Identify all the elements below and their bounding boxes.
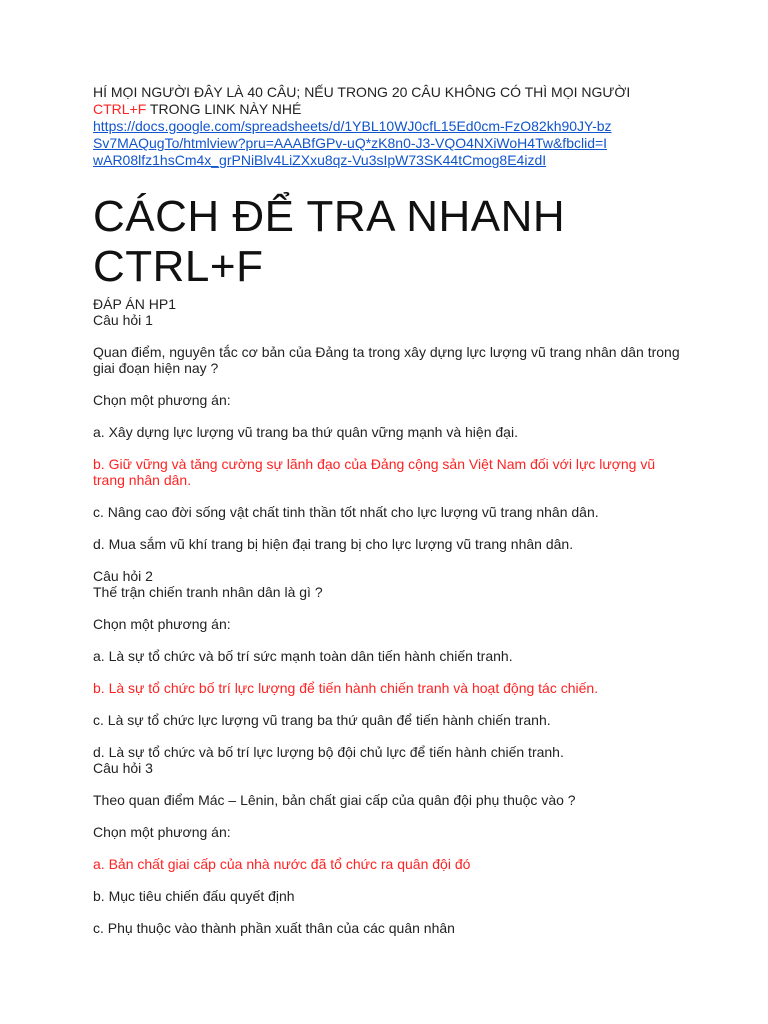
document-page bbox=[93, 84, 683, 936]
title-line-1: CÁCH ĐỂ TRA NHANH bbox=[93, 192, 566, 241]
ctrl-f-highlight: CTRL+F bbox=[93, 101, 147, 117]
intro-text-1: HÍ MỌI NGƯỜI ĐÂY LÀ 40 CÂU; NẾU TRONG 20 CÂU KHÔNG CÓ THÌ MỌI NGƯỜI bbox=[93, 84, 631, 100]
question-3-option-c: c. Phụ thuộc vào thành phần xuất thân của các quân nhân bbox=[93, 920, 455, 936]
page-title bbox=[93, 192, 683, 292]
question-2-option-a: a. Là sự tổ chức và bố trí sức mạnh toàn dân tiến hành chiến tranh. bbox=[93, 648, 513, 664]
question-1-label: Câu hỏi 1 bbox=[93, 312, 153, 328]
question-1-option-c: c. Nâng cao đời sống vật chất tinh thần tốt nhất cho lực lượng vũ trang nhân dân. bbox=[93, 504, 599, 520]
question-2-option-d: d. Là sự tổ chức và bố trí lực lượng bộ đội chủ lực để tiến hành chiến tranh. bbox=[93, 744, 564, 760]
question-1-text: Quan điểm, nguyên tắc cơ bản của Đảng ta trong xây dựng lực lượng vũ trang nhân dân trong giai đoạn hiện nay ? bbox=[93, 344, 680, 376]
question-2-option-c: c. Là sự tổ chức lực lượng vũ trang ba thứ quân để tiến hành chiến tranh. bbox=[93, 712, 551, 728]
question-1-choose-label: Chọn một phương án: bbox=[93, 392, 231, 408]
question-3-option-a: a. Bản chất giai cấp của nhà nước đã tổ chức ra quân đội đó bbox=[93, 856, 471, 872]
question-1-option-a: a. Xây dựng lực lượng vũ trang ba thứ quân vững mạnh và hiện đại. bbox=[93, 424, 518, 440]
question-3-choose-label: Chọn một phương án: bbox=[93, 824, 231, 840]
intro-line-1 bbox=[93, 84, 683, 118]
question-2-option-b: b. Là sự tổ chức bố trí lực lượng để tiến hành chiến tranh và hoạt động tác chiến. bbox=[93, 680, 599, 696]
question-3-text: Theo quan điểm Mác – Lênin, bản chất giai cấp của quân đội phụ thuộc vào ? bbox=[93, 792, 576, 808]
title-line-2: CTRL+F bbox=[93, 242, 264, 291]
spreadsheet-link[interactable]: https://docs.google.com/spreadsheets/d/1YBL10WJ0cfL15Ed0cm-FzO82kh90JY-bzSv7MAQugTo/htmlview?pru=AAABfGPv-uQ*zK8n0-J3-VQO4NXiWoH4Tw&fbclid=IwAR08lfz1hsCm4x_grPNiBlv4LiZXxu8qz-Vu3sIpW73SK44tCmog8E4izdI bbox=[93, 118, 612, 168]
question-2-choose-label: Chọn một phương án: bbox=[93, 616, 231, 632]
section-label: ĐÁP ÁN HP1 bbox=[93, 296, 176, 312]
question-1-option-b: b. Giữ vững và tăng cường sự lãnh đạo của Đảng cộng sản Việt Nam đối với lực lượng vũ trang nhân dân. bbox=[93, 456, 656, 488]
question-3-option-b: b. Mục tiêu chiến đấu quyết định bbox=[93, 888, 295, 904]
question-2-text: Thế trận chiến tranh nhân dân là gì ? bbox=[93, 584, 323, 600]
intro-text-2: TRONG LINK NÀY NHÉ bbox=[146, 101, 302, 117]
question-1-option-d: d. Mua sắm vũ khí trang bị hiện đại trang bị cho lực lượng vũ trang nhân dân. bbox=[93, 536, 574, 552]
question-3-label: Câu hỏi 3 bbox=[93, 760, 153, 776]
question-2-label: Câu hỏi 2 bbox=[93, 568, 153, 584]
